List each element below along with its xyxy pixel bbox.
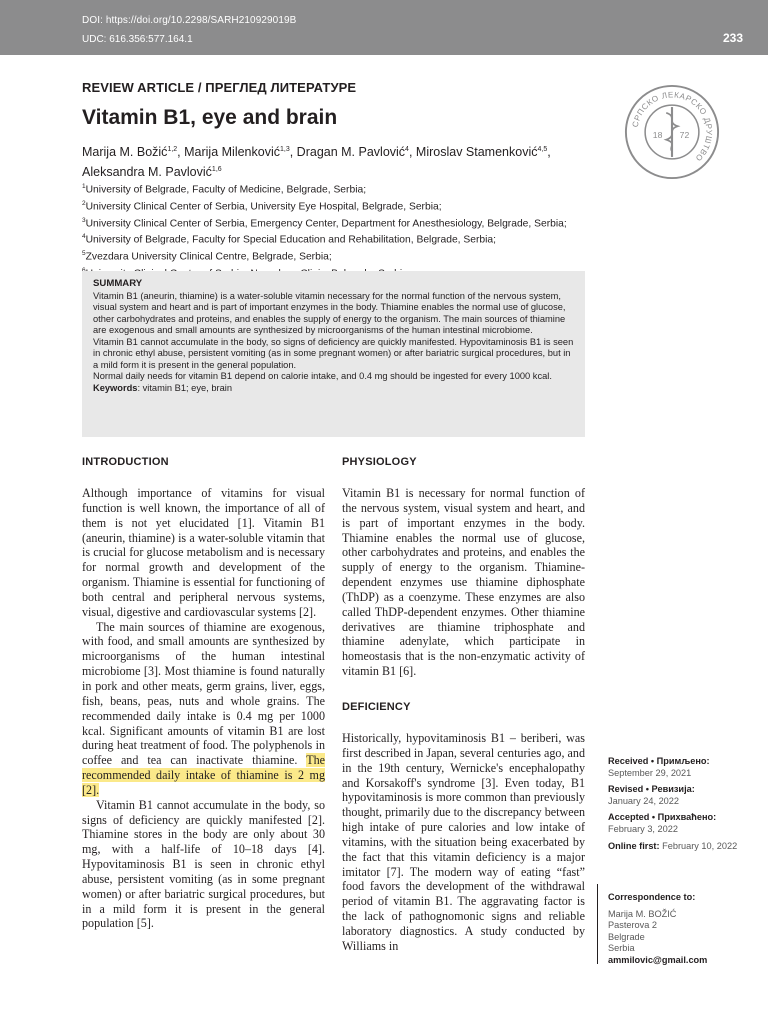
affiliation-line <box>82 247 592 264</box>
author-affiliation-marker: 4,5 <box>537 146 548 153</box>
correspondence-divider <box>597 884 598 964</box>
summary-paragraph: Vitamin B1 (aneurin, thiamine) is a water-soluble vitamin necessary for the normal function of the nervous system, visual system and heart and is part of important enzymes in the body. Thiamine enables the normal use of glucose, other carbohydrates and proteins, and enables the supply of energy to the organism. The main sources of thiamine are exogenous and small amounts are synthesized by microorganisms of the human intestinal microbiome. <box>93 290 566 335</box>
physiology-heading: PHYSIOLOGY <box>342 456 417 468</box>
online-first-date: February 10, 2022 <box>659 840 738 851</box>
left-text-column <box>82 456 325 931</box>
affiliation-text: University of Belgrade, Faculty for Special Education and Rehabilitation, Belgrade, Serbia; <box>85 234 497 246</box>
introduction-heading: INTRODUCTION <box>82 456 169 468</box>
author-separator: , <box>547 145 551 160</box>
revised-label: Revised • Ревизија: <box>608 784 695 795</box>
author-name: Marija M. Božić <box>82 145 168 160</box>
received-date: September 29, 2021 <box>608 767 692 778</box>
summary-paragraph: Normal daily needs for vitamin B1 depend on calorie intake, and 0.4 mg should be ingested for every 1000 kcal. <box>93 371 552 381</box>
correspondence-country: Serbia <box>608 943 635 954</box>
affiliation-text: University Clinical Center of Serbia, University Eye Hospital, Belgrade, Serbia; <box>85 201 442 213</box>
revised-date: January 24, 2022 <box>608 795 680 806</box>
correspondence-name: Marija M. BOŽIĆ <box>608 908 677 919</box>
author-affiliation-marker: 4 <box>405 146 409 153</box>
affiliation-list <box>82 180 592 281</box>
introduction-paragraph: Vitamin B1 cannot accumulate in the body, so signs of deficiency are quickly manifested [2]. Thiamine stores in the body are only about 30 mg, with a half-life of 10–18 days [4]. Hypovitaminosis B1 is seen in chronic ethyl abuse, persistent vomiting (as in some pregnant women) or after bariatric surgical procedures, but in a mild form it is present in the general population [5]. <box>82 797 325 931</box>
article-type-label: REVIEW ARTICLE / ПРЕГЛЕД ЛИТЕРАТУРЕ <box>82 80 357 95</box>
introduction-paragraph: Although importance of vitamins for visual function is well known, the importance of all of them is not yet elucidated [1]. Vitamin B1 (aneurin, thiamine) is a water-soluble vitamin that is crucial for glucose metabolism and is necessary for normal growth and development of the organism. Thiamine is essential for functioning of both central and peripheral nervous systems, visual, digestive and cardiovascular systems [2]. <box>82 486 325 619</box>
affiliation-line <box>82 214 592 231</box>
highlighted-sentence[interactable]: The recommended daily intake of thiamine is 2 mg [2]. <box>82 753 325 797</box>
affiliation-number: 2 <box>82 199 86 207</box>
author-separator: , <box>289 145 297 160</box>
society-seal-logo <box>624 84 720 180</box>
author-affiliation-marker: 1,3 <box>279 146 290 153</box>
correspondence-email[interactable]: ammilovic@gmail.com <box>608 954 708 965</box>
physiology-paragraph: Vitamin B1 is necessary for normal function of the nervous system, visual system and heart, and is part of important enzymes in the body. Thiamine enables the normal use of glucose, other carbohydrates and proteins, and enables the supply of energy to the organism. Thiamine-dependent enzymes use thiamine diphosphate (ThDP) as a coenzyme. These enzymes are also called ThDP-dependent enzymes. Other thiamine derivatives are thiamine triphosphate and thiamine adenylate, which participate in homeostasis that is the non-enzymatic activity of vitamin B1 [6]. <box>342 486 585 679</box>
affiliation-text: University Clinical Center of Serbia, Emergency Center, Department for Anesthesiology, Belgrade, Serbia; <box>85 218 567 230</box>
page-number: 233 <box>722 31 743 45</box>
deficiency-paragraph: Historically, hypovitaminosis B1 – beriberi, was first described in Japan, several centuries ago, and in the 19th century, Wernicke's encephalopathy and Korsakoff's syndrome [3]. Even today, B1 hypovitaminosis is more common than previously thought, primarily due to the discrepancy between high intake of pure calories and low intake of vitamins, with the situation being exacerbated by the fact that this vitamin deficiency is a major imitator [7]. The modern way of eating “fast” food favors the development of the withdrawal period of vitamin B1. The aggravating factor is the lack of pathognomonic signs and reliable laboratory diagnostics. A study conducted by Williams in <box>342 730 585 953</box>
author-separator: , <box>177 145 185 160</box>
correspondence-city: Belgrade <box>608 931 645 942</box>
summary-box <box>82 271 585 437</box>
doi-line[interactable]: DOI: https://doi.org/10.2298/SARH210929019B <box>82 15 297 26</box>
author-list <box>82 141 582 181</box>
online-first-label: Online first: <box>608 840 660 851</box>
author-name: Aleksandra M. Pavlović <box>82 165 212 180</box>
affiliation-text: Zvezdara University Clinical Centre, Belgrade, Serbia; <box>85 251 332 263</box>
affiliation-line <box>82 180 592 197</box>
summary-keywords <box>93 383 574 395</box>
correspondence-label: Correspondence to: <box>608 892 696 902</box>
udc-line: UDC: 616.356:577.164.1 <box>82 34 193 45</box>
journal-header-bar <box>0 0 768 55</box>
seal-text: СРПСКО ЛЕКАРСКО ДРУШТВО <box>630 90 714 164</box>
correspondence-panel <box>608 892 758 967</box>
affiliation-line <box>82 197 592 214</box>
affiliation-number: 5 <box>82 250 86 258</box>
article-dates-panel <box>608 756 758 852</box>
affiliation-line <box>82 230 592 247</box>
author-affiliation-marker: 1,2 <box>167 146 178 153</box>
author-name: Miroslav Stamenković <box>415 145 538 160</box>
affiliation-number: 3 <box>82 216 86 224</box>
summary-paragraph: Vitamin B1 cannot accumulate in the body, so signs of deficiency are quickly manifested. Hypovitaminosis B1 is seen in chronic ethyl abuse, persistent vomiting (as in some pregnant women) or after bariatric surgical procedures, but in a mild form it is present in the general population. <box>93 336 574 370</box>
article-title: Vitamin B1, eye and brain <box>82 106 338 129</box>
summary-heading: SUMMARY <box>93 278 143 289</box>
affiliation-text: University of Belgrade, Faculty of Medicine, Belgrade, Serbia; <box>85 184 367 196</box>
correspondence-street: Pasterova 2 <box>608 920 658 931</box>
affiliation-number: 1 <box>82 183 86 190</box>
author-name: Marija Milenković <box>184 145 280 160</box>
deficiency-heading: DEFICIENCY <box>342 700 411 713</box>
accepted-label: Accepted • Прихваћено: <box>608 812 717 823</box>
keywords-text: : vitamin B1; eye, brain <box>137 382 232 393</box>
author-separator: , <box>408 145 416 160</box>
introduction-text: The main sources of thiamine are exogenous, with food, and small amounts are synthesized by microorganisms of the human intestinal microbiome [3]. Most thiamine is found naturally in pork and other meats, germ grains, liver, eggs, fish, beans, peas, nuts and whole grains. The recommended daily intake is 0.4 mg per 1000 kcal. Significant amounts of vitamin B1 are lost during heat treatment of food. The polyphenols in coffee and tea can inactivate thiamine. <box>82 619 325 768</box>
received-label: Received • Примљено: <box>608 756 710 766</box>
right-text-column <box>342 456 585 954</box>
affiliation-number: 4 <box>82 233 86 241</box>
keywords-label: Keywords <box>93 382 138 393</box>
accepted-date: February 3, 2022 <box>608 823 678 834</box>
seal-year-right: 72 <box>679 129 690 140</box>
author-affiliation-marker: 1,6 <box>211 166 222 174</box>
seal-year-left: 18 <box>652 129 663 140</box>
introduction-paragraph <box>82 620 325 798</box>
author-name: Dragan M. Pavlović <box>296 145 406 160</box>
